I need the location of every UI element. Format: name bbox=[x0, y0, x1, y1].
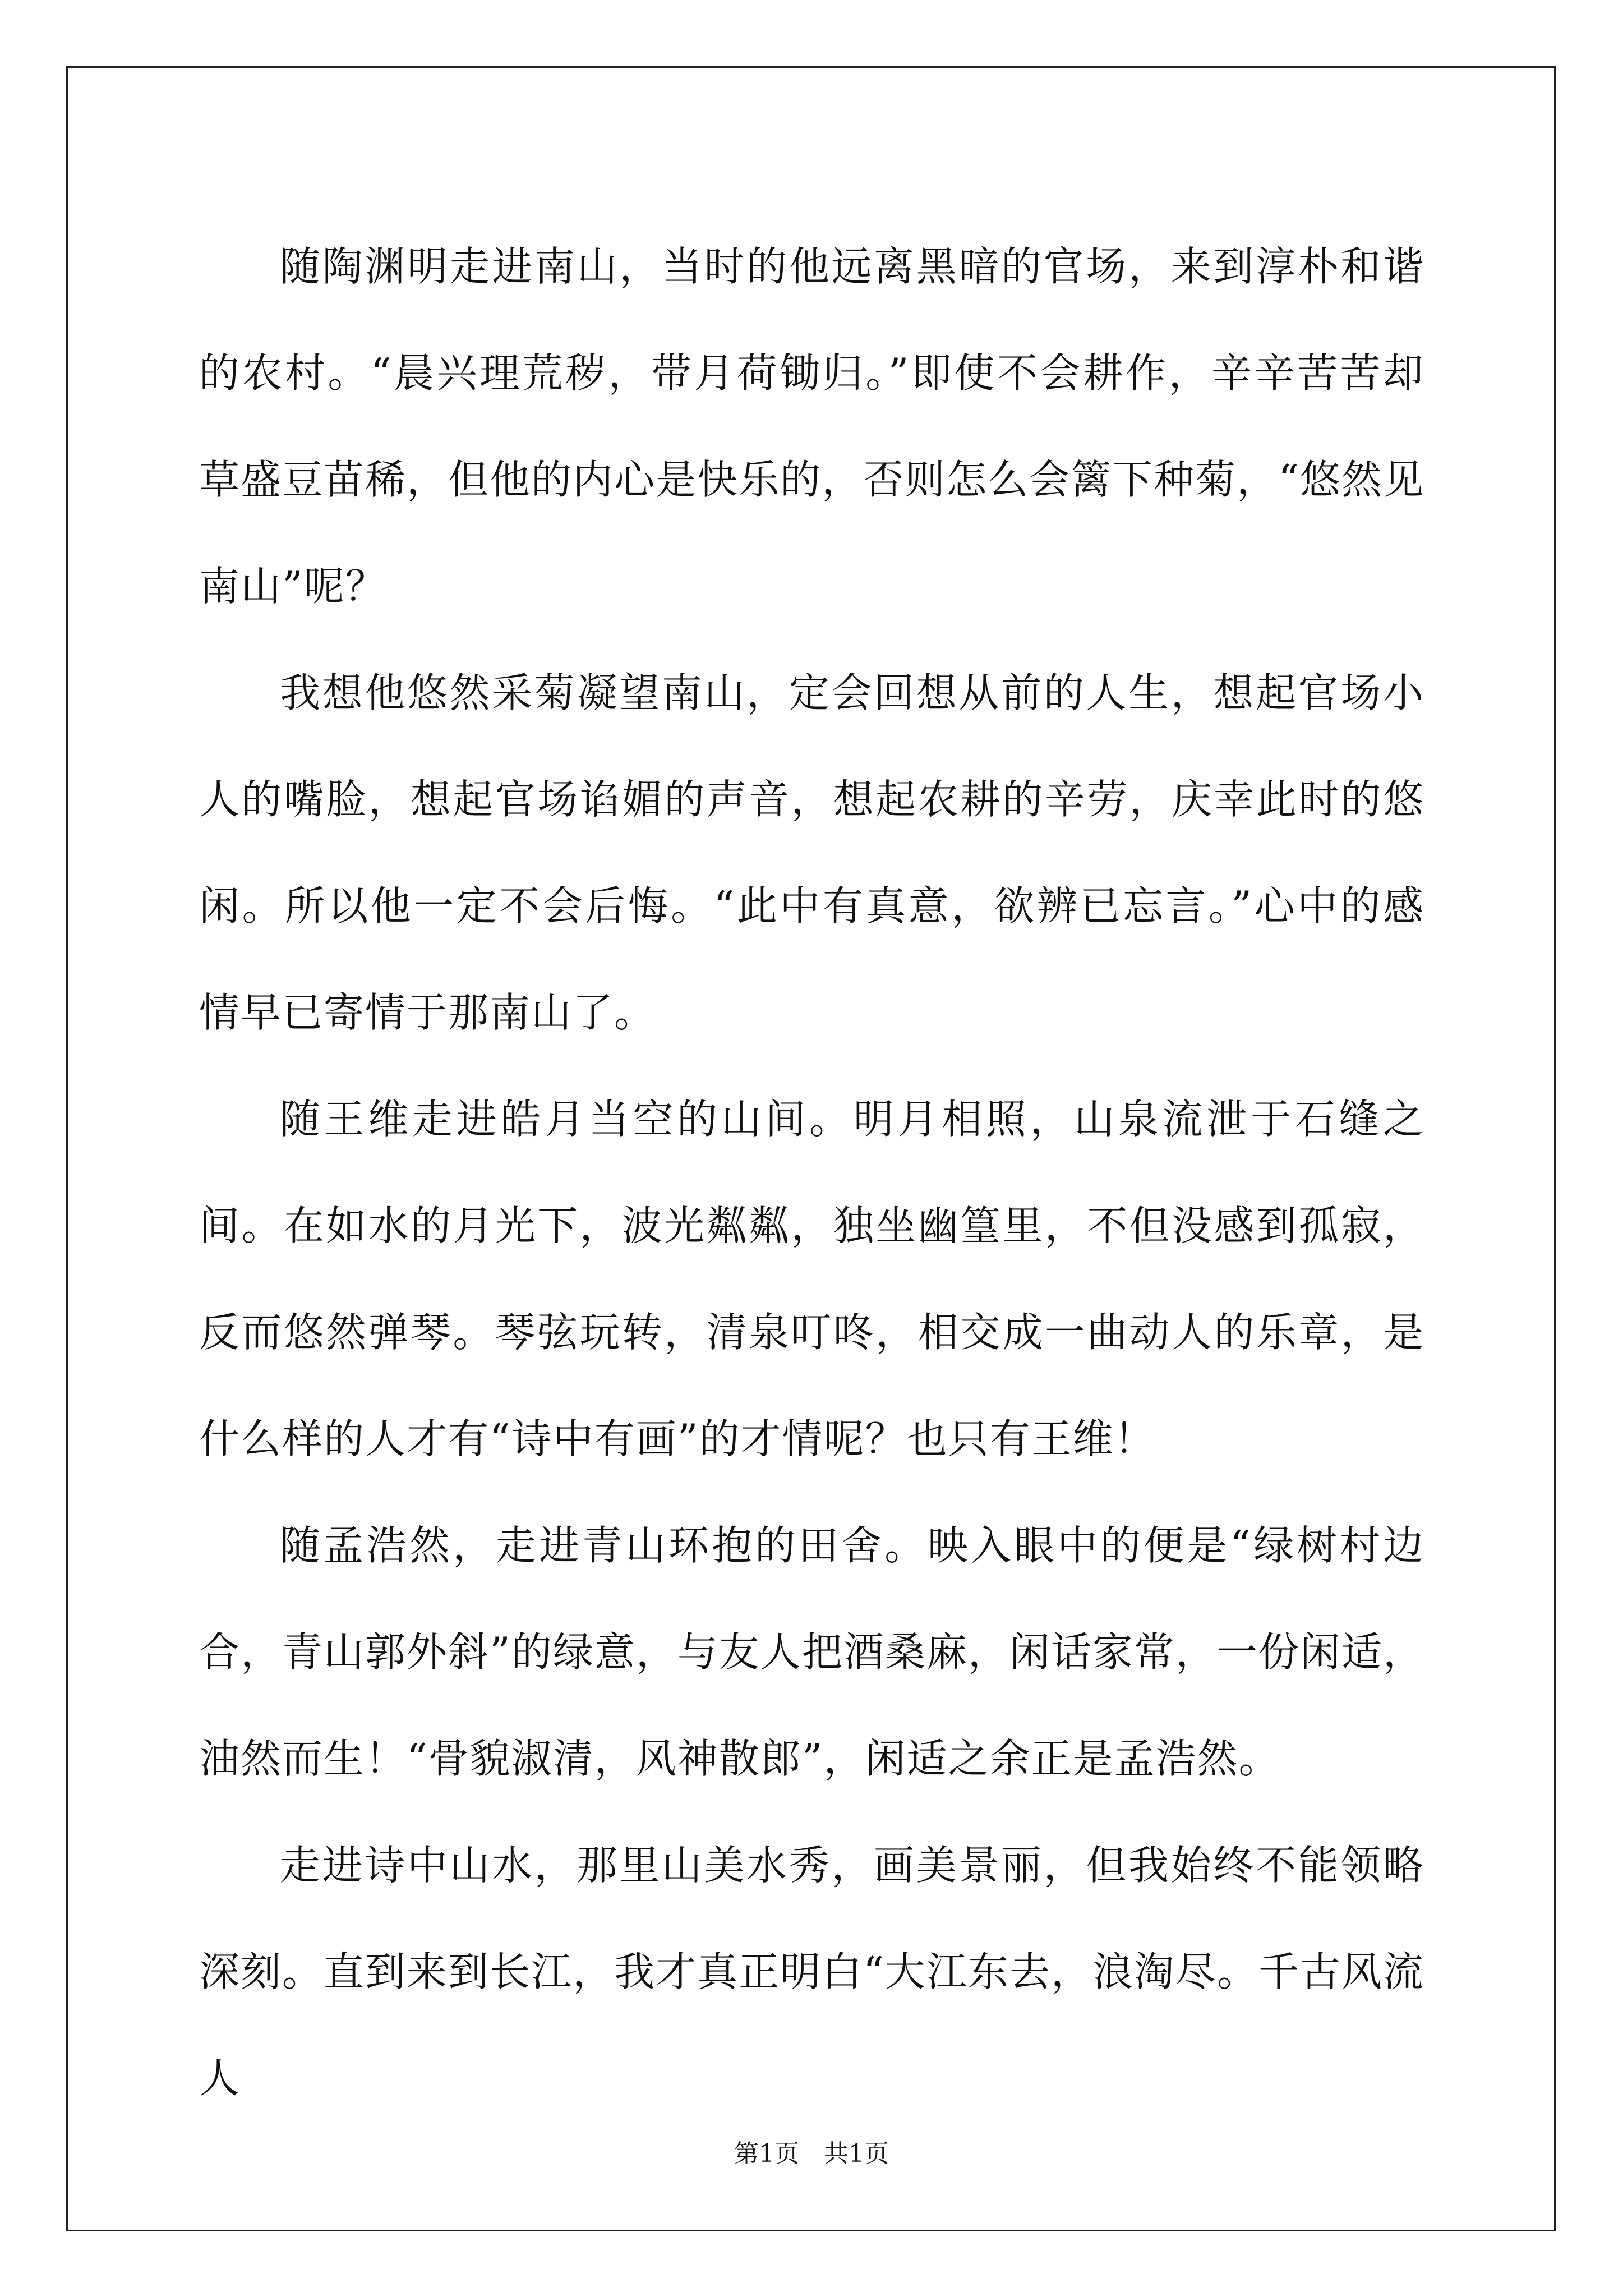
page-number: 第1页 bbox=[734, 2139, 799, 2168]
paragraph-5: 走进诗中山水，那里山美水秀，画美景丽，但我始终不能领略深刻。直到来到长江，我才真正明白“大江东去，浪淘尽。千古风流人 bbox=[199, 1842, 1424, 2102]
paragraph-1: 随陶渊明走进南山，当时的他远离黑暗的官场，来到淳朴和谐的农村。“晨兴理荒秽，带月荷锄归。”即使不会耕作，辛辛苦苦却草盛豆苗稀，但他的内心是快乐的，否则怎么会篱下种菊，“悠然见南山”呢？ bbox=[199, 243, 1424, 610]
total-pages: 共1页 bbox=[824, 2139, 889, 2168]
paragraph-2: 我想他悠然采菊凝望南山，定会回想从前的人生，想起官场小人的嘴脸，想起官场谄媚的声音，想起农耕的辛劳，庆幸此时的悠闲。所以他一定不会后悔。“此中有真意，欲辨已忘言。”心中的感情早已寄情于那南山了。 bbox=[199, 669, 1424, 1036]
document-body bbox=[199, 213, 1424, 2132]
page-footer bbox=[0, 2137, 1623, 2171]
paragraph-4: 随孟浩然，走进青山环抱的田舍。映入眼中的便是“绿树村边合，青山郭外斜”的绿意，与友人把酒桑麻，闲话家常，一份闲适，油然而生！“骨貌淑清，风神散郎”，闲适之余正是孟浩然。 bbox=[199, 1522, 1424, 1782]
paragraph-3: 随王维走进皓月当空的山间。明月相照，山泉流泄于石缝之间。在如水的月光下，波光粼粼，独坐幽篁里，不但没感到孤寂，反而悠然弹琴。琴弦玩转，清泉叮咚，相交成一曲动人的乐章，是什么样的人才有“诗中有画”的才情呢？也只有王维！ bbox=[199, 1096, 1424, 1462]
